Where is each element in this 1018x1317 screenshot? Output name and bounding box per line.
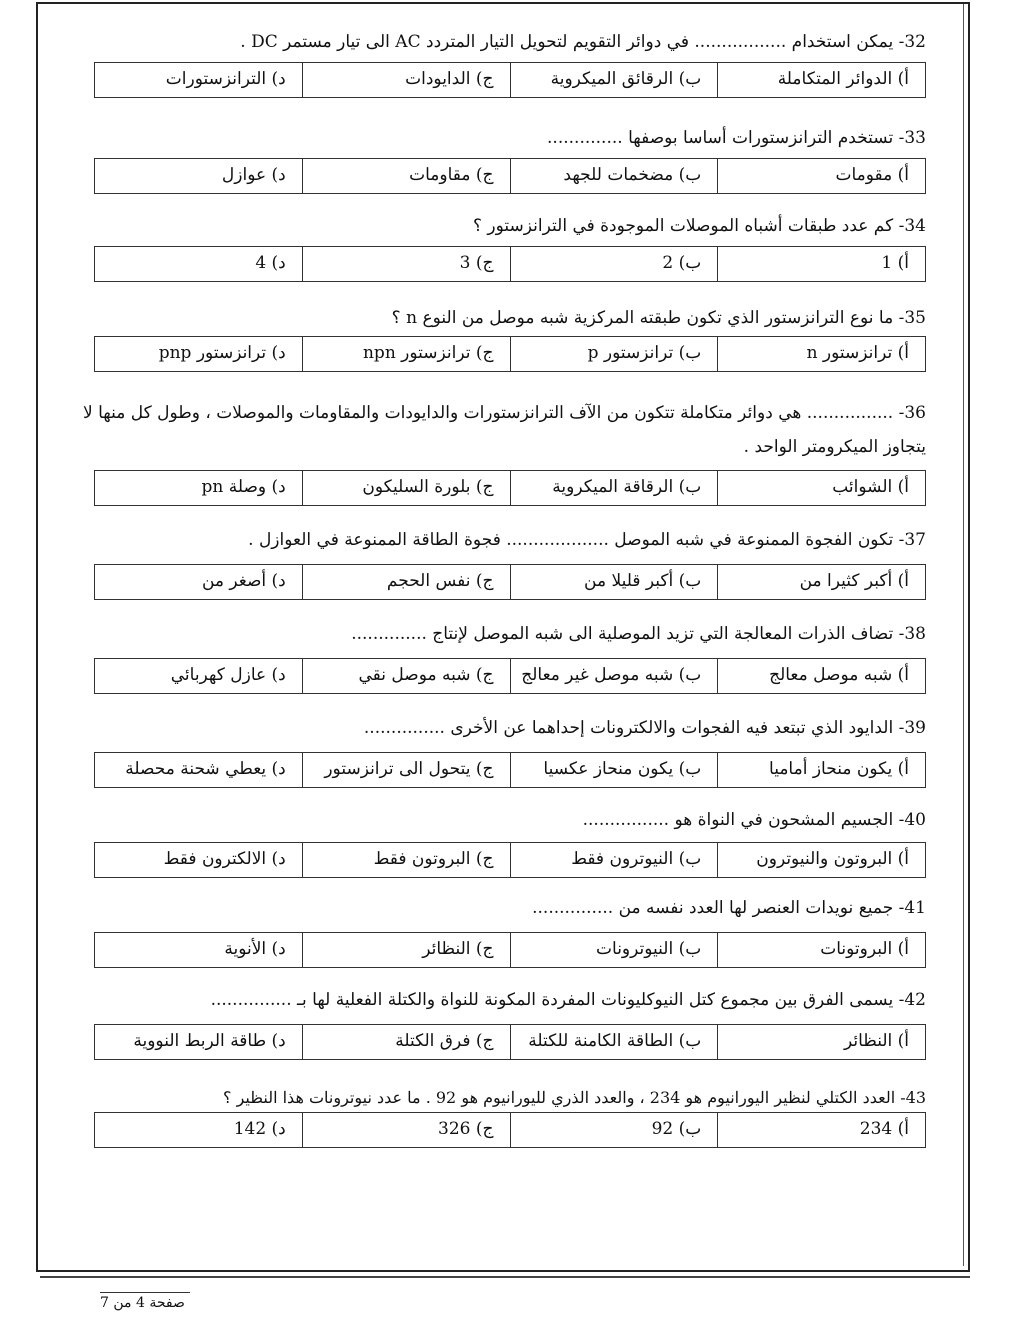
options-row-39 — [94, 752, 926, 788]
question-38: 38- تضاف الذرات المعالجة التي تزيد الموصلية الى شبه الموصل لإنتاج .............. — [351, 624, 926, 644]
option-c[interactable]: ج) 326 — [302, 1113, 510, 1147]
option-a[interactable]: أ) النظائر — [717, 1025, 925, 1059]
option-c[interactable]: ج) نفس الحجم — [302, 565, 510, 599]
option-a[interactable]: أ) يكون منحاز أماميا — [717, 753, 925, 787]
question-36: 36- ................ هي دوائر متكاملة تتكون من الآف الترانزستورات والدايودات والمقاومات والموصلات ، وطول كل منها لا يتجاوز الميكرومتر الواحد . — [82, 403, 926, 457]
option-b[interactable]: ب) الرقاقة الميكروية — [510, 471, 718, 505]
option-c[interactable]: ج) البروتون فقط — [302, 843, 510, 877]
option-b[interactable]: ب) 92 — [510, 1113, 718, 1147]
options-row-42 — [94, 1024, 926, 1060]
option-a[interactable]: أ) 1 — [717, 247, 925, 281]
option-d[interactable]: د) الترانزستورات — [165, 69, 286, 89]
option-d[interactable]: د) يعطي شحنة محصلة — [125, 759, 286, 779]
option-d[interactable]: د) 142 — [233, 1119, 286, 1139]
option-c[interactable]: ج) 3 — [302, 247, 510, 281]
option-b[interactable]: ب) يكون منحاز عكسيا — [510, 753, 718, 787]
question-35: 35- ما نوع الترانزستور الذي تكون طبقته المركزية شبه موصل من النوع n ؟ — [391, 308, 926, 328]
option-a[interactable]: أ) الشوائب — [717, 471, 925, 505]
option-d[interactable]: د) طاقة الربط النووية — [133, 1031, 286, 1051]
options-row-38 — [94, 658, 926, 694]
bottom-rule — [40, 1276, 970, 1278]
option-c[interactable]: ج) شبه موصل نقي — [302, 659, 510, 693]
option-d[interactable]: د) الالكترون فقط — [163, 849, 286, 869]
option-b[interactable]: ب) النيوترونات — [510, 933, 718, 967]
option-a[interactable]: أ) البروتون والنيوترون — [717, 843, 925, 877]
option-b[interactable]: ب) مضخمات للجهد — [510, 159, 718, 193]
question-37: 37- تكون الفجوة الممنوعة في شبه الموصل ................... فجوة الطاقة الممنوعة في العوازل . — [248, 530, 926, 550]
option-c[interactable]: ج) يتحول الى ترانزستور — [302, 753, 510, 787]
question-41: 41- جميع نويدات العنصر لها العدد نفسه من ............... — [532, 898, 926, 918]
question-32: 32- يمكن استخدام ................. في دوائر التقويم لتحويل التيار المتردد AC الى تيار مستمر DC . — [240, 32, 926, 52]
question-42: 42- يسمى الفرق بين مجموع كتل النيوكليونات المفردة المكونة للنواة والكتلة الفعلية لها بـ ............... — [210, 990, 926, 1010]
question-43: 43- العدد الكتلي لنظير اليورانيوم هو 234 ، والعدد الذري لليورانيوم هو 92 . ما عدد نيوترونات هذا النظير ؟ — [223, 1088, 926, 1107]
page-number: صفحة 4 من 7 — [100, 1292, 190, 1311]
option-c[interactable]: ج) ترانزستور npn — [302, 337, 510, 371]
option-a[interactable]: أ) ترانزستور n — [717, 337, 925, 371]
options-row-35 — [94, 336, 926, 372]
option-a[interactable]: أ) أكبر كثيرا من — [717, 565, 925, 599]
option-c[interactable]: ج) النظائر — [302, 933, 510, 967]
question-34: 34- كم عدد طبقات أشباه الموصلات الموجودة في الترانزستور ؟ — [473, 216, 926, 236]
option-b[interactable]: ب) النيوترون فقط — [510, 843, 718, 877]
option-c[interactable]: ج) مقاومات — [302, 159, 510, 193]
option-b[interactable]: ب) الطاقة الكامنة للكتلة — [510, 1025, 718, 1059]
options-row-36 — [94, 470, 926, 506]
option-a[interactable]: أ) 234 — [717, 1113, 925, 1147]
question-40: 40- الجسيم المشحون في النواة هو ................ — [582, 810, 926, 830]
option-b[interactable]: ب) 2 — [510, 247, 718, 281]
option-b[interactable]: ب) ترانزستور p — [510, 337, 718, 371]
option-a[interactable]: أ) شبه موصل معالج — [717, 659, 925, 693]
question-33: 33- تستخدم الترانزستورات أساسا بوصفها .............. — [547, 128, 926, 148]
options-row-43 — [94, 1112, 926, 1148]
option-b[interactable]: ب) الرقائق الميكروية — [510, 63, 718, 97]
options-row-37 — [94, 564, 926, 600]
option-c[interactable]: ج) فرق الكتلة — [302, 1025, 510, 1059]
options-row-41 — [94, 932, 926, 968]
option-d[interactable]: د) عازل كهربائي — [170, 665, 286, 685]
options-row-33 — [94, 158, 926, 194]
option-c[interactable]: ج) الدايودات — [302, 63, 510, 97]
options-row-34 — [94, 246, 926, 282]
option-d[interactable]: د) ترانزستور pnp — [158, 343, 286, 363]
option-d[interactable]: د) وصلة pn — [201, 477, 286, 497]
option-a[interactable]: أ) البروتونات — [717, 933, 925, 967]
option-b[interactable]: ب) أكبر قليلا من — [510, 565, 718, 599]
option-d[interactable]: د) عوازل — [221, 165, 286, 185]
options-row-32 — [94, 62, 926, 98]
option-d[interactable]: د) الأنوية — [224, 939, 286, 959]
option-a[interactable]: أ) الدوائر المتكاملة — [717, 63, 925, 97]
option-d[interactable]: د) أصغر من — [201, 571, 286, 591]
option-b[interactable]: ب) شبه موصل غير معالج — [510, 659, 718, 693]
options-row-40 — [94, 842, 926, 878]
option-c[interactable]: ج) بلورة السليكون — [302, 471, 510, 505]
question-39: 39- الدايود الذي تبتعد فيه الفجوات والالكترونات إحداهما عن الأخرى ............... — [363, 718, 926, 738]
option-d[interactable]: د) 4 — [255, 253, 286, 273]
option-a[interactable]: أ) مقومات — [717, 159, 925, 193]
